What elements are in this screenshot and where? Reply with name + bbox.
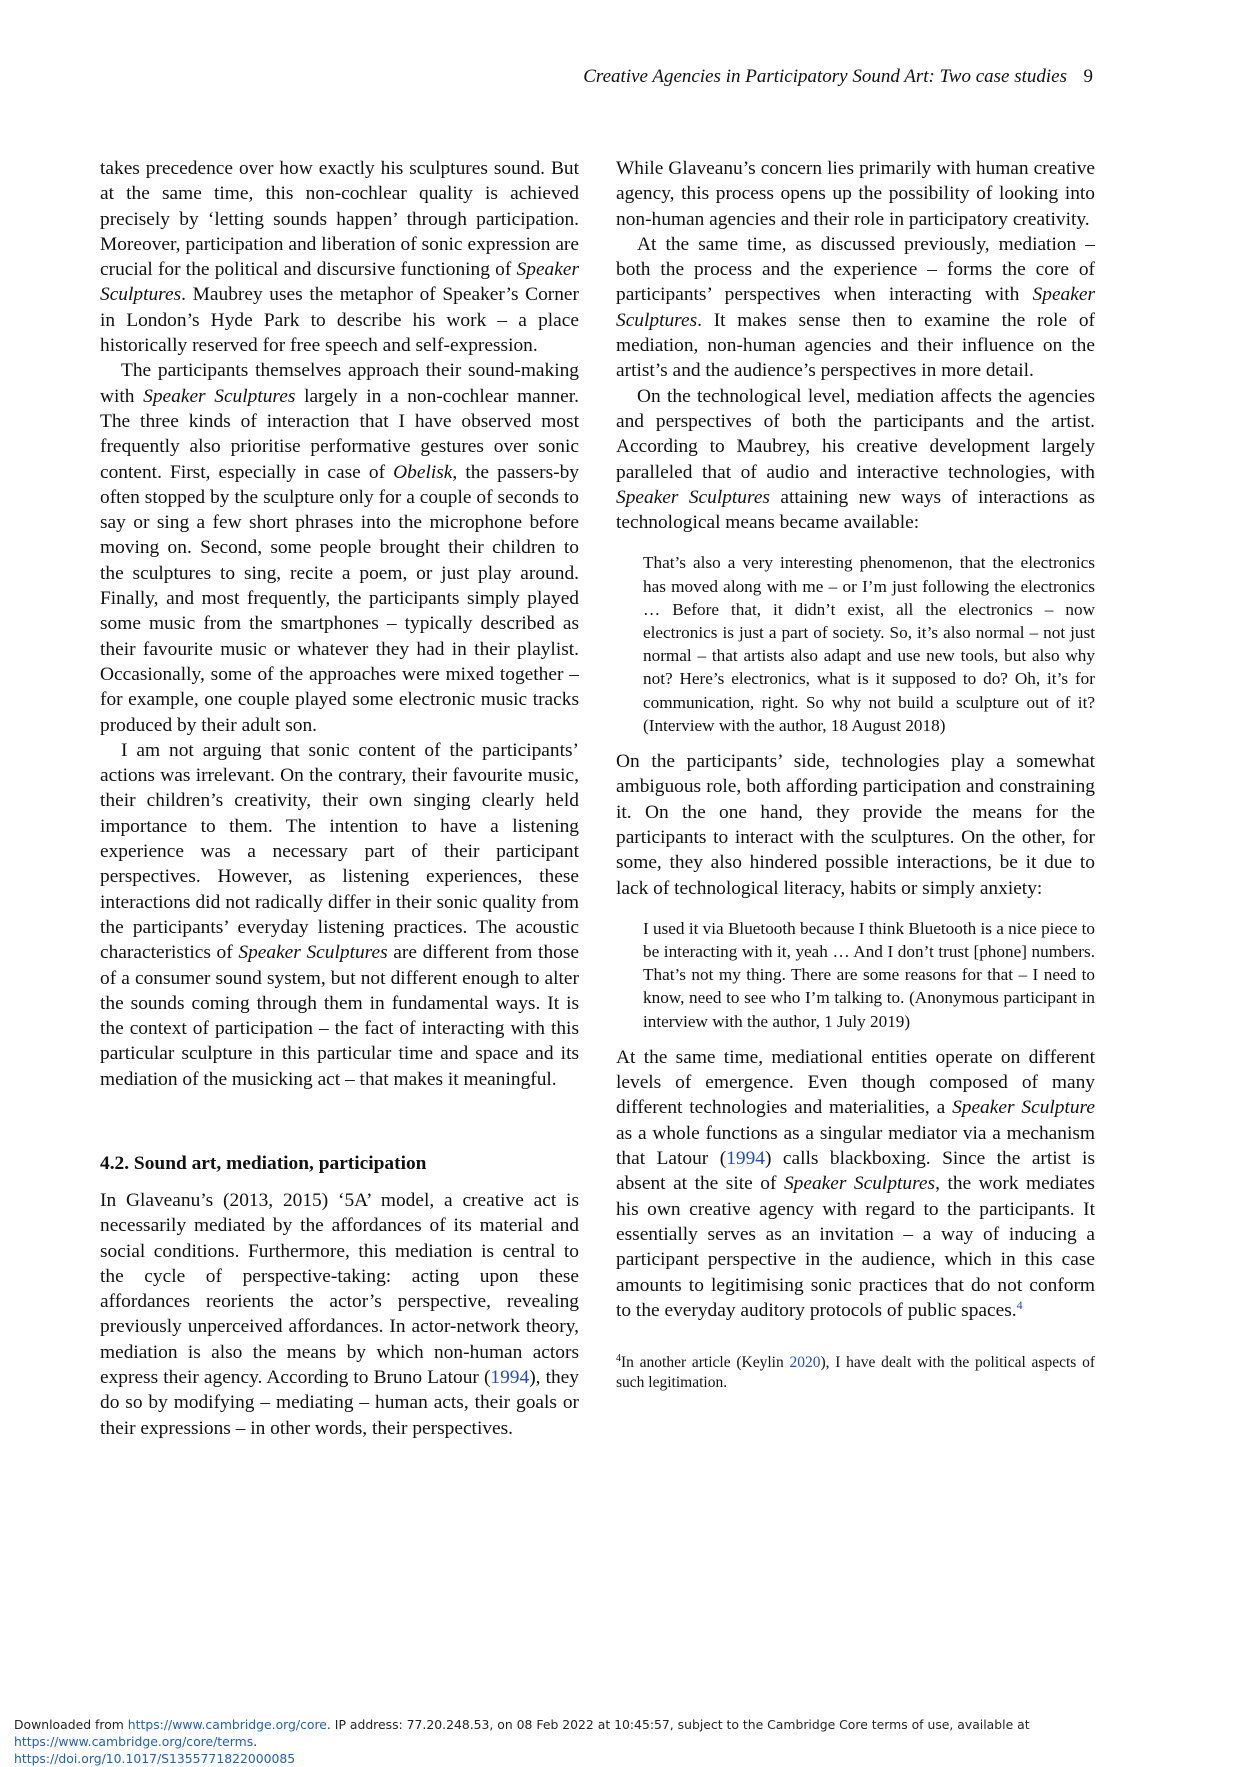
- text-run: as a whole functions as a singular mediator via a mechanism that Latour (: [616, 1122, 1095, 1170]
- page-number: 9: [1083, 66, 1093, 87]
- right-column: [616, 156, 1095, 1393]
- paragraph: On the participants’ side, technologies play a somewhat ambiguous role, both affording participation and constraining it. On the one hand, they provide the means for the participants to interact with the sculptures. On the other, for some, they also hindered possible interactions, be it due to lack of technological literacy, habits or simply anxiety:: [616, 751, 1095, 899]
- text-run: . Maubrey uses the metaphor of Speaker’s Corner in London’s Hyde Park to describe his work – a place historically reserved for free speech and self-expression.: [100, 284, 579, 357]
- text-run: .: [253, 1734, 258, 1749]
- block-quote: I used it via Bluetooth because I think Bluetooth is a nice piece to be interacting with it, yeah … And I don’t trust [phone] numbers. That’s not my thing. There are some reasons for that – I need to know, need to see who I’m talking to. (Anonymous participant in interview with the author, 1 July 2019): [643, 918, 1096, 1031]
- footnote: [616, 1353, 1095, 1393]
- text-run: attaining new ways of interactions as technological means became available:: [616, 486, 1095, 534]
- text-run: . It makes sense then to examine the role of mediation, non-human agencies and their influence on the artist’s and the audience’s perspectives in more detail.: [616, 309, 1095, 382]
- paragraph: [100, 156, 579, 358]
- text-run: At the same time, as discussed previously, mediation – both the process and the experience – forms the core of participants’ perspectives when interacting with: [616, 233, 1095, 306]
- core-link[interactable]: https://www.cambridge.org/core: [127, 1717, 327, 1732]
- citation-link[interactable]: 1994: [726, 1148, 765, 1170]
- running-head: [0, 66, 1240, 92]
- paragraph: [100, 738, 579, 1092]
- left-column: [100, 156, 579, 1441]
- paragraph: While Glaveanu’s concern lies primarily with human creative agency, this process opens up the possibility of looking into non-human agencies and their role in participatory creativity.: [616, 158, 1095, 230]
- text-run: , the passers-by often stopped by the sculpture only for a couple of seconds to say or sing a few short phrases into the microphone before moving on. Second, some people brought their children to the sculptures to sing, recite a poem, or just play around. Finally, and most frequently, the participants simply played some music from the smartphones – typically described as their favourite music or whatever they had in their playlist. Occasionally, some of the approaches were mixed together – for example, one couple played some electronic music tracks produced by their adult son.: [100, 461, 579, 736]
- text-run: On the technological level, mediation affects the agencies and perspectives of both the participants and the artist. According to Maubrey, his creative development largely paralleled that of audio and interactive technologies, with: [616, 385, 1095, 483]
- paragraph: [616, 384, 1095, 536]
- italic-title: Speaker Sculpture: [952, 1097, 1095, 1119]
- text-run: , the work mediates his own creative agency with regard to the participants. It essentially serves as an invitation – a way of inducing a participant perspective in the audience, which in this case amounts to legitimising sonic practices that do not conform to the everyday auditory protocols of public spaces.: [616, 1173, 1095, 1321]
- text-run: ), they do so by modifying – mediating – human acts, their goals or their expressions – in other words, their perspectives.: [100, 1367, 579, 1439]
- text-run: are different from those of a consumer sound system, but not different enough to alter the sounds coming through them in fundamental ways. It is the context of participation – the fact of interacting with this particular sculpture in this particular time and space and its mediation of the musicking act – that makes it meaningful.: [100, 942, 579, 1090]
- text-run: I am not arguing that sonic content of the participants’ actions was irrelevant. On the contrary, their favourite music, their children’s creativity, their own singing clearly held importance to them. The intention to have a listening experience was a necessary part of their participant perspectives. However, as listening experiences, these interactions did not radically differ in their sonic quality from the participants’ everyday listening practices. The acoustic characteristics of: [100, 739, 579, 964]
- text-run: Downloaded from: [14, 1717, 128, 1732]
- paragraph: [100, 1188, 579, 1441]
- text-run: In Glaveanu’s (2013, 2015) ‘5A’ model, a creative act is necessarily mediated by the affordances of its material and social conditions. Furthermore, this mediation is central to the cycle of perspective-taking: acting upon these affordances reorients the actor’s perspective, revealing previously unperceived affordances. In actor-network theory, mediation is also the means by which non-human actors express their agency. According to Bruno Latour (: [100, 1189, 579, 1389]
- citation-link[interactable]: 2020: [789, 1354, 821, 1372]
- terms-link[interactable]: https://www.cambridge.org/core/terms: [14, 1734, 254, 1749]
- text-run: . IP address: 77.20.248.53, on 08 Feb 2022 at 10:45:57, subject to the Cambridge Core terms of use, available at: [326, 1717, 1030, 1732]
- italic-title: Speaker Sculptures: [238, 942, 388, 964]
- section-heading: 4.2. Sound art, mediation, participation: [100, 1152, 427, 1174]
- download-notice: [14, 1716, 1229, 1767]
- text-run: ) calls blackboxing. Since the artist is absent at the site of: [616, 1148, 1095, 1195]
- paragraph: [616, 1045, 1095, 1323]
- text-run: takes precedence over how exactly his sculptures sound. But at the same time, this non-cochlear quality is achieved precisely by ‘letting sounds happen’ through participation. Moreover, participation and liberation of sonic expression are crucial for the political and discursive functioning of: [100, 158, 579, 281]
- paragraph: [616, 232, 1095, 384]
- italic-title: Speaker Sculptures: [783, 1173, 936, 1195]
- footnote-marker-link[interactable]: [1016, 1297, 1023, 1321]
- italic-title: Obelisk: [393, 461, 453, 483]
- running-title: Creative Agencies in Participatory Sound Art: Two case studies: [583, 66, 1067, 87]
- text-run: The participants themselves approach their sound-making with: [100, 360, 579, 407]
- doi-link[interactable]: https://doi.org/10.1017/S1355771822000085: [14, 1751, 296, 1766]
- text-run: largely in a non-cochlear manner. The three kinds of interaction that I have observed most frequently also prioritise performative gestures over sonic content. First, especially in case of: [100, 385, 579, 483]
- text-run: At the same time, mediational entities operate on different levels of emergence. Even though composed of many different technologies and materialities, a: [616, 1046, 1095, 1119]
- italic-title: Speaker Sculptures: [616, 486, 770, 508]
- citation-link[interactable]: 1994: [490, 1367, 530, 1389]
- footnote-number: 4: [616, 1353, 621, 1365]
- text-run: ), I have dealt with the political aspects of such legitimation.: [616, 1354, 1095, 1392]
- footnote-marker: 4: [1016, 1297, 1023, 1312]
- block-quote: That’s also a very interesting phenomenon, that the electronics has moved along with me – or I’m just following the electronics … Before that, it didn’t exist, all the electronics – now electronics is just a part of society. So, it’s also normal – not just normal – that artists also adapt and use new tools, but also why not? Here’s electronics, what is it supposed to do? Oh, it’s for communication, right. So why not build a sculpture out of it? (Interview with the author, 18 August 2018): [643, 553, 1095, 735]
- italic-title: Speaker Sculptures: [616, 284, 1095, 331]
- italic-title: Speaker Sculptures: [143, 385, 296, 407]
- italic-title: Speaker Sculptures: [100, 259, 579, 306]
- paragraph: [100, 358, 579, 737]
- text-run: In another article (Keylin: [621, 1354, 790, 1372]
